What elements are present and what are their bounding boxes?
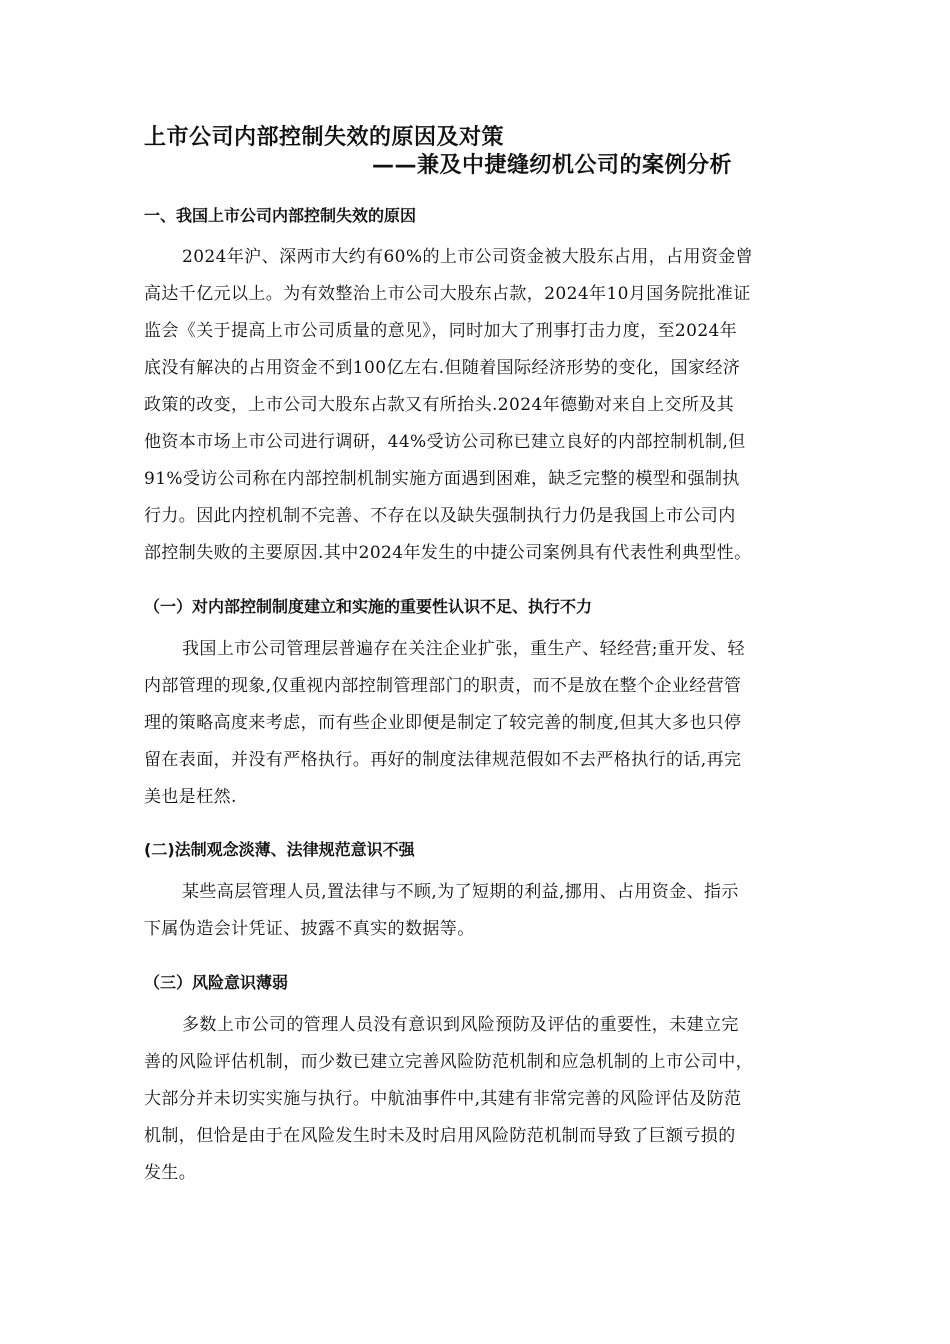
document-title: 上市公司内部控制失效的原因及对策 — [144, 125, 505, 150]
paragraph-line: 多数上市公司的管理人员没有意识到风险预防及评估的重要性，未建立完 — [182, 1015, 739, 1035]
paragraph-line: 发生。 — [144, 1163, 197, 1183]
paragraph-line: 行力。因此内控机制不完善、不存在以及缺失强制执行力仍是我国上市公司内 — [144, 506, 736, 526]
paragraph-line: 部控制失败的主要原因.其中2024年发生的中捷公司案例具有代表性利典型性。 — [144, 543, 752, 563]
paragraph-2 — [144, 631, 808, 816]
section-heading-4: （三）风险意识薄弱 — [144, 973, 289, 992]
paragraph-line: 理的策略高度来考虑，而有些企业即便是制定了较完善的制度,但其大多也只停 — [144, 713, 742, 733]
paragraph-line: 下属伪造会计凭证、披露不真实的数据等。 — [144, 919, 475, 939]
document-subtitle: ——兼及中捷缝纫机公司的案例分析 — [372, 153, 733, 178]
paragraph-line: 机制，但恰是由于在风险发生时未及时启用风险防范机制而导致了巨额亏损的 — [144, 1126, 736, 1146]
section-heading-3: (二)法制观念淡薄、法律规范意识不强 — [144, 840, 415, 859]
paragraph-line: 监会《关于提高上市公司质量的意见》，同时加大了刑事打击力度，至2024年 — [144, 321, 738, 341]
paragraph-line: 大部分并未切实实施与执行。中航油事件中,其建有非常完善的风险评估及防范 — [144, 1089, 742, 1109]
paragraph-line: 我国上市公司管理层普遍存在关注企业扩张，重生产、轻经营;重开发、轻 — [182, 639, 745, 659]
paragraph-line: 高达千亿元以上。为有效整治上市公司大股东占款，2024年10月国务院批准证 — [144, 284, 751, 304]
paragraph-line: 善的风险评估机制，而少数已建立完善风险防范机制和应急机制的上市公司中， — [144, 1052, 753, 1072]
paragraph-line: 某些高层管理人员,置法律与不顾,为了短期的利益,挪用、占用资金、指示 — [182, 882, 739, 902]
paragraph-1 — [144, 239, 808, 572]
paragraph-line: 他资本市场上市公司进行调研，44%受访公司称已建立良好的内部控制机制,但 — [144, 432, 746, 452]
paragraph-line: 底没有解决的占用资金不到100亿左右.但随着国际经济形势的变化，国家经济 — [144, 358, 741, 378]
paragraph-line: 留在表面，并没有严格执行。再好的制度法律规范假如不去严格执行的话,再完 — [144, 750, 742, 770]
section-heading-1: 一、我国上市公司内部控制失效的原因 — [144, 206, 417, 225]
paragraph-line: 内部管理的现象,仅重视内部控制管理部门的职责，而不是放在整个企业经营管 — [144, 676, 742, 696]
paragraph-3 — [144, 874, 808, 948]
paragraph-line: 91%受访公司称在内部控制机制实施方面遇到困难，缺乏完整的模型和强制执 — [144, 469, 740, 489]
paragraph-line: 2024年沪、深两市大约有60%的上市公司资金被大股东占用，占用资金曾 — [182, 247, 754, 267]
paragraph-line: 美也是枉然. — [144, 787, 237, 807]
section-heading-2: （一）对内部控制制度建立和实施的重要性认识不足、执行不力 — [144, 597, 593, 616]
paragraph-4 — [144, 1007, 808, 1192]
paragraph-line: 政策的改变，上市公司大股东占款又有所抬头.2024年德勤对来自上交所及其 — [144, 395, 735, 415]
